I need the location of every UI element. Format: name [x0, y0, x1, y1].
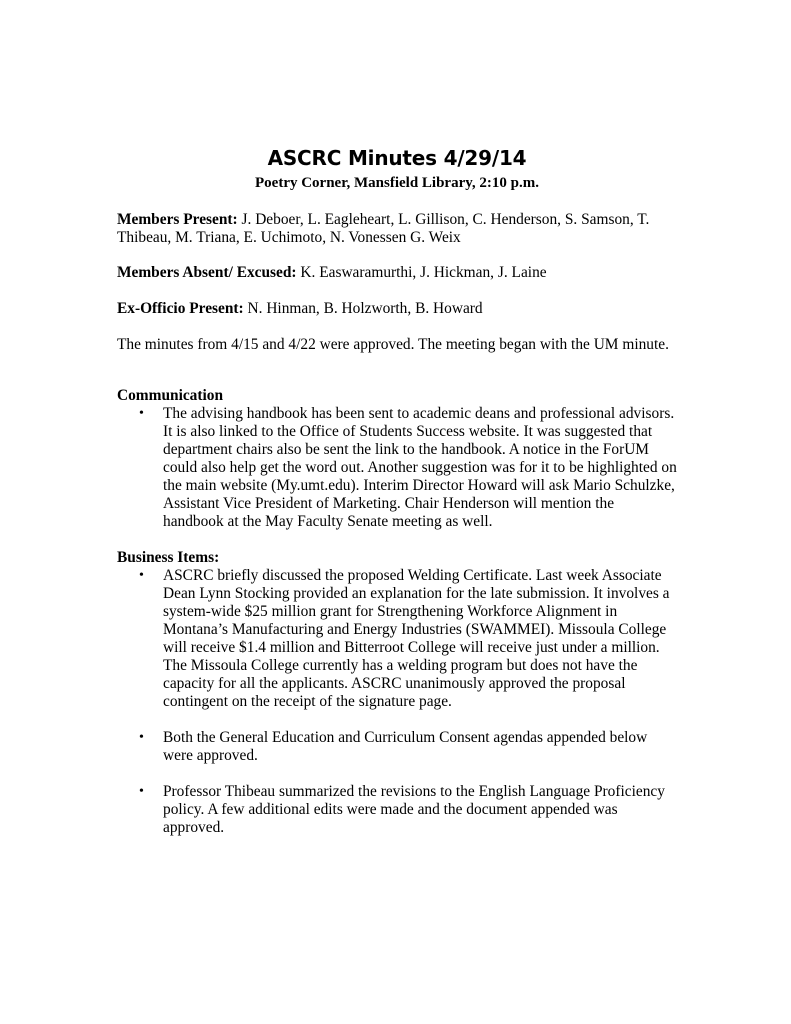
communication-item-text: The advising handbook has been sent to academic deans and professional advisors. It is also linked to the Office of Students Success website. It was suggested that department chairs also be sent the link to the handbook. A notice in the ForUM could also help get the word out. Another suggestion was for it to be highlighted on the main website (My.umt.edu). Interim Director Howard will ask Mario Schulzke, Assistant Vice President of Marketing. Chair Henderson will mention the handbook at the May Faculty Senate meeting as well.: [163, 405, 677, 530]
bullet-icon: •: [139, 730, 144, 745]
ex-officio-list: N. Hinman, B. Holzworth, B. Howard: [243, 300, 483, 317]
list-item: [117, 783, 677, 837]
list-item: [117, 405, 677, 531]
members-absent: [117, 264, 677, 282]
members-present: [117, 211, 677, 247]
list-item: [117, 729, 677, 765]
list-item: [117, 567, 677, 711]
business-items-list: [117, 567, 677, 837]
communication-list: [117, 405, 677, 531]
bullet-icon: •: [139, 406, 144, 421]
meeting-location: Poetry Corner, Mansfield Library, 2:10 p.m.: [255, 175, 539, 191]
business-item-text: ASCRC briefly discussed the proposed Welding Certificate. Last week Associate Dean Lynn Stocking provided an explanation for the late submission. It involves a system-wide $25 million grant for Strengthening Workforce Alignment in Montana’s Manufacturing and Energy Industries (SWAMMEI). Missoula College will receive $1.4 million and Bitterroot College will receive just under a million. The Missoula College currently has a welding program but does not have the capacity for all the applicants. ASCRC unanimously approved the proposal contingent on the receipt of the signature page.: [163, 567, 670, 710]
communication-heading: Communication: [117, 387, 224, 404]
bullet-icon: •: [139, 784, 144, 799]
business-item-text: Professor Thibeau summarized the revisions to the English Language Proficiency policy. A few additional edits were made and the document appended was approved.: [163, 783, 665, 836]
minutes-approval-text: The minutes from 4/15 and 4/22 were approved. The meeting began with the UM minute.: [117, 336, 669, 353]
members-present-label: Members Present:: [117, 211, 238, 228]
minutes-body: [117, 141, 677, 837]
ex-officio-present: [117, 300, 677, 318]
bullet-icon: •: [139, 568, 144, 583]
members-absent-label: Members Absent/ Excused:: [117, 264, 297, 281]
business-items-heading: Business Items:: [117, 549, 220, 566]
business-item-text: Both the General Education and Curriculum Consent agendas appended below were approved.: [163, 729, 648, 764]
ex-officio-label: Ex-Officio Present:: [117, 300, 244, 317]
page-title: ASCRC Minutes 4/29/14: [267, 146, 527, 170]
members-absent-list: K. Easwaramurthi, J. Hickman, J. Laine: [296, 264, 547, 281]
members-present-list: J. Deboer, L. Eagleheart, L. Gillison, C. Henderson, S. Samson, T. Thibeau, M. Triana, E. Uchimoto, N. Vonessen G. Weix: [117, 211, 650, 246]
